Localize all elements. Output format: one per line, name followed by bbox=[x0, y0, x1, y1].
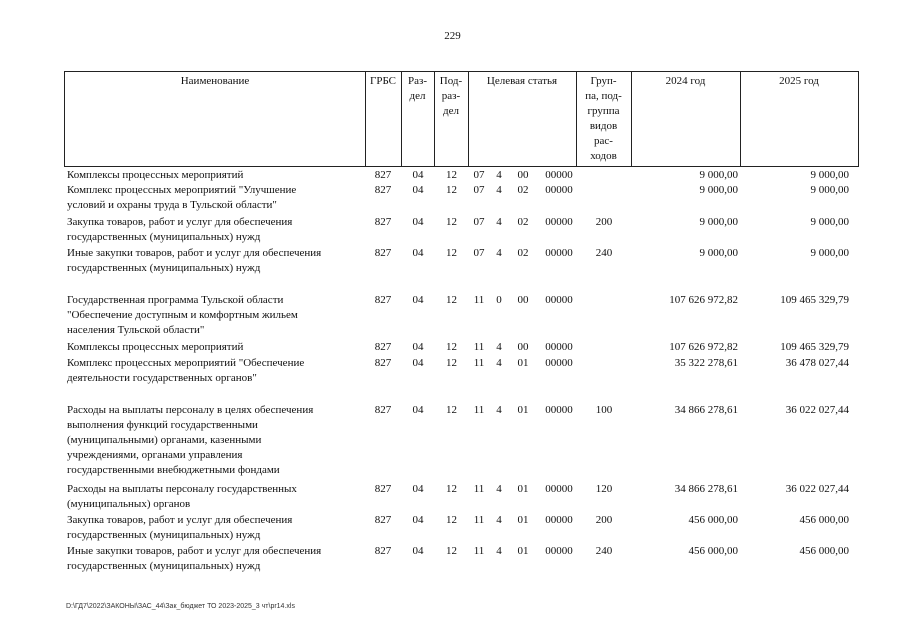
row-target-2: 4 bbox=[496, 169, 502, 181]
row-name: Закупка товаров, работ и услуг для обеспечения государственных (муниципальных) нужд bbox=[67, 514, 293, 541]
header-year-2025: 2025 год bbox=[779, 75, 819, 87]
row-target-1: 11 bbox=[473, 514, 485, 526]
row-target-2: 4 bbox=[496, 514, 502, 526]
file-path-footer: D:\ГД7\2022\ЗАКОНЫ\ЗАС_44\Зак_бюджет ТО 2023-2025_3 чт\pr14.xls bbox=[66, 603, 295, 610]
row-group: 240 bbox=[595, 545, 613, 557]
row-razdel: 04 bbox=[412, 341, 424, 353]
row-target-4: 00000 bbox=[545, 247, 573, 259]
row-razdel: 04 bbox=[412, 184, 424, 196]
row-target-1: 11 bbox=[473, 483, 485, 495]
row-2025: 9 000,00 bbox=[810, 247, 849, 259]
row-2025: 456 000,00 bbox=[799, 545, 849, 557]
row-2025: 9 000,00 bbox=[810, 216, 849, 228]
row-2024: 456 000,00 bbox=[688, 545, 738, 557]
row-grbs: 827 bbox=[374, 184, 392, 196]
row-target-2: 0 bbox=[496, 294, 502, 306]
row-target-3: 01 bbox=[517, 514, 529, 526]
row-razdel: 04 bbox=[412, 545, 424, 557]
row-target-4: 00000 bbox=[545, 514, 573, 526]
row-name: Комплекс процессных мероприятий "Улучшение условий и охраны труда в Тульской области" bbox=[67, 184, 297, 211]
row-target-3: 01 bbox=[517, 545, 529, 557]
row-group: 200 bbox=[595, 514, 613, 526]
row-name: Иные закупки товаров, работ и услуг для обеспечения государственных (муниципальных) нужд bbox=[67, 247, 322, 274]
row-2024: 34 866 278,61 bbox=[674, 483, 738, 495]
row-razdel: 04 bbox=[412, 247, 424, 259]
row-grbs: 827 bbox=[374, 247, 392, 259]
row-2025: 36 022 027,44 bbox=[785, 483, 849, 495]
row-target-4: 00000 bbox=[545, 294, 573, 306]
row-2024: 107 626 972,82 bbox=[669, 294, 738, 306]
row-2024: 9 000,00 bbox=[699, 169, 738, 181]
row-name: Расходы на выплаты персоналу государственных (муниципальных) органов bbox=[67, 483, 297, 510]
row-name: Комплекс процессных мероприятий "Обеспечение деятельности государственных органов" bbox=[67, 357, 305, 384]
row-2024: 34 866 278,61 bbox=[674, 404, 738, 416]
header-target-article: Целевая статья bbox=[486, 75, 558, 87]
row-grbs: 827 bbox=[374, 357, 392, 369]
row-2025: 109 465 329,79 bbox=[780, 294, 849, 306]
row-podrazdel: 12 bbox=[446, 169, 457, 181]
row-group: 240 bbox=[595, 247, 613, 259]
row-target-3: 00 bbox=[517, 169, 529, 181]
row-name: Расходы на выплаты персоналу в целях обеспечения выполнения функций государственными (муниципальными) органами, казенными учреждениями, органами управления государственными внебюджетными фондами bbox=[67, 404, 314, 476]
row-target-1: 07 bbox=[473, 247, 485, 259]
row-2025: 9 000,00 bbox=[810, 169, 849, 181]
row-2024: 9 000,00 bbox=[699, 247, 738, 259]
row-podrazdel: 12 bbox=[446, 216, 457, 228]
row-podrazdel: 12 bbox=[446, 545, 457, 557]
row-grbs: 827 bbox=[374, 404, 392, 416]
row-group: 100 bbox=[595, 404, 613, 416]
row-target-4: 00000 bbox=[545, 357, 573, 369]
page-number: 229 bbox=[444, 30, 461, 42]
row-podrazdel: 12 bbox=[446, 341, 457, 353]
row-razdel: 04 bbox=[412, 514, 424, 526]
row-podrazdel: 12 bbox=[446, 247, 457, 259]
row-2025: 456 000,00 bbox=[799, 514, 849, 526]
row-target-1: 11 bbox=[473, 357, 485, 369]
row-2024: 456 000,00 bbox=[688, 514, 738, 526]
row-target-2: 4 bbox=[496, 216, 502, 228]
row-2024: 9 000,00 bbox=[699, 216, 738, 228]
row-target-2: 4 bbox=[496, 184, 502, 196]
row-2025: 9 000,00 bbox=[810, 184, 849, 196]
row-target-2: 4 bbox=[496, 341, 502, 353]
header-name: Наименование bbox=[180, 75, 250, 87]
row-target-4: 00000 bbox=[545, 341, 573, 353]
row-target-1: 11 bbox=[473, 294, 485, 306]
row-target-3: 01 bbox=[517, 357, 529, 369]
row-target-1: 11 bbox=[473, 341, 485, 353]
row-razdel: 04 bbox=[412, 404, 424, 416]
row-grbs: 827 bbox=[374, 545, 392, 557]
header-razdel: Раз- дел bbox=[407, 75, 427, 102]
row-2024: 107 626 972,82 bbox=[669, 341, 738, 353]
row-grbs: 827 bbox=[374, 169, 392, 181]
row-2024: 9 000,00 bbox=[699, 184, 738, 196]
row-target-4: 00000 bbox=[545, 545, 573, 557]
row-grbs: 827 bbox=[374, 294, 392, 306]
row-name: Комплексы процессных мероприятий bbox=[67, 341, 244, 353]
row-target-4: 00000 bbox=[545, 184, 573, 196]
row-grbs: 827 bbox=[374, 483, 392, 495]
header-podrazdel: Под- раз- дел bbox=[439, 75, 463, 117]
row-2025: 36 478 027,44 bbox=[785, 357, 849, 369]
row-name: Комплексы процессных мероприятий bbox=[67, 169, 244, 181]
row-target-2: 4 bbox=[496, 357, 502, 369]
row-target-2: 4 bbox=[496, 483, 502, 495]
row-target-2: 4 bbox=[496, 545, 502, 557]
row-target-1: 07 bbox=[473, 184, 485, 196]
row-grbs: 827 bbox=[374, 341, 392, 353]
header-group: Груп- па, под- группа видов рас- ходов bbox=[585, 75, 622, 162]
row-target-3: 00 bbox=[517, 294, 529, 306]
row-podrazdel: 12 bbox=[446, 357, 457, 369]
row-target-3: 02 bbox=[517, 184, 529, 196]
table-header bbox=[64, 71, 859, 167]
row-target-3: 02 bbox=[517, 216, 529, 228]
row-target-1: 11 bbox=[473, 404, 485, 416]
row-target-1: 07 bbox=[473, 216, 485, 228]
row-target-1: 07 bbox=[473, 169, 485, 181]
row-razdel: 04 bbox=[412, 169, 424, 181]
row-target-4: 00000 bbox=[545, 169, 573, 181]
row-name: Закупка товаров, работ и услуг для обеспечения государственных (муниципальных) нужд bbox=[67, 216, 293, 243]
row-razdel: 04 bbox=[412, 216, 424, 228]
row-name: Государственная программа Тульской области "Обеспечение доступным и комфортным жильем населения Тульской области" bbox=[67, 294, 298, 336]
row-target-4: 00000 bbox=[545, 483, 573, 495]
row-podrazdel: 12 bbox=[446, 404, 457, 416]
row-podrazdel: 12 bbox=[446, 184, 457, 196]
row-group: 200 bbox=[595, 216, 613, 228]
header-year-2024: 2024 год bbox=[665, 75, 706, 87]
row-target-4: 00000 bbox=[545, 404, 573, 416]
row-target-1: 11 bbox=[473, 545, 485, 557]
row-2024: 35 322 278,61 bbox=[674, 357, 738, 369]
row-podrazdel: 12 bbox=[446, 514, 457, 526]
row-podrazdel: 12 bbox=[446, 483, 457, 495]
row-podrazdel: 12 bbox=[446, 294, 457, 306]
row-group: 120 bbox=[595, 483, 613, 495]
row-target-4: 00000 bbox=[545, 216, 573, 228]
row-target-2: 4 bbox=[496, 247, 502, 259]
row-target-2: 4 bbox=[496, 404, 502, 416]
row-razdel: 04 bbox=[412, 357, 424, 369]
row-2025: 36 022 027,44 bbox=[785, 404, 849, 416]
row-razdel: 04 bbox=[412, 483, 424, 495]
row-target-3: 01 bbox=[517, 404, 529, 416]
row-2025: 109 465 329,79 bbox=[780, 341, 849, 353]
row-target-3: 01 bbox=[517, 483, 529, 495]
row-razdel: 04 bbox=[412, 294, 424, 306]
row-target-3: 00 bbox=[517, 341, 529, 353]
row-target-3: 02 bbox=[517, 247, 529, 259]
header-grbs: ГРБС bbox=[369, 75, 397, 87]
row-name: Иные закупки товаров, работ и услуг для обеспечения государственных (муниципальных) нужд bbox=[67, 545, 322, 572]
row-grbs: 827 bbox=[374, 514, 392, 526]
row-grbs: 827 bbox=[374, 216, 392, 228]
